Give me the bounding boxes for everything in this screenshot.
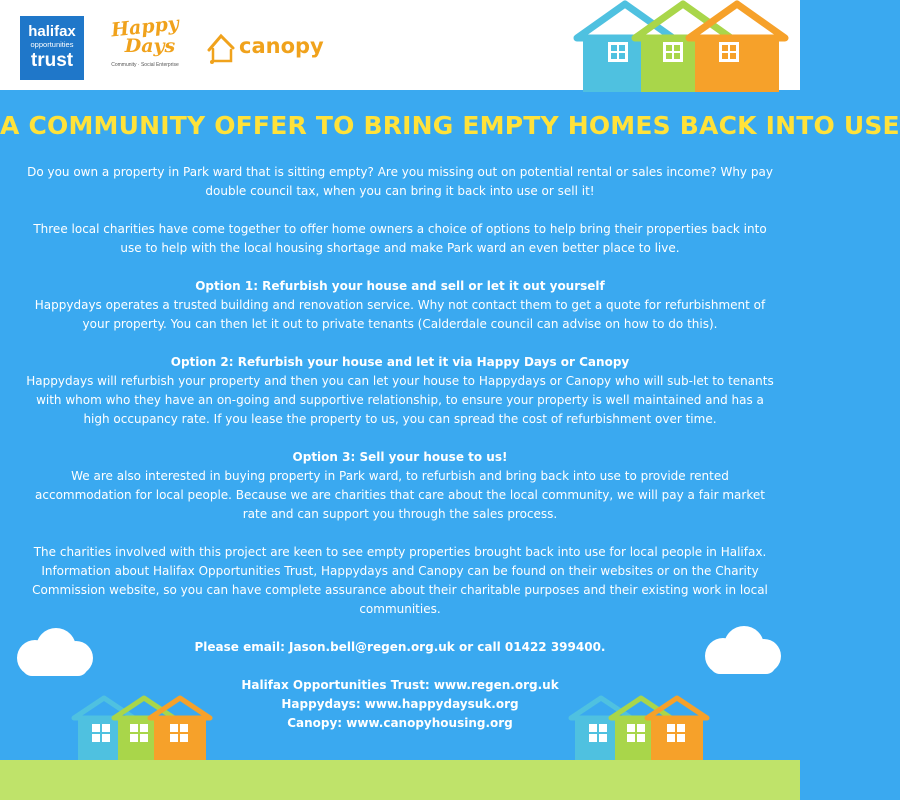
happy-days-logo-tagline: Community · Social Enterprise	[111, 62, 179, 68]
option-1	[25, 277, 775, 334]
option-3-heading: Option 3: Sell your house to us!	[292, 450, 508, 464]
option-3-body: We are also interested in buying property in Park ward, to refurbish and bring back into use to provide rented accommodation for local people. Because we are charities that care about the local community, we will pay a fair market rate and can support you through the sales process.	[35, 469, 765, 521]
cloud-left-icon	[10, 624, 100, 680]
contact-line: Please email: Jason.bell@regen.org.uk or call 01422 399400.	[194, 640, 606, 654]
houses-illustration-bottom-left	[70, 694, 215, 760]
closing-paragraph: The charities involved with this project are keen to see empty properties brought back into use for local people in Halifax. Information about Halifax Opportunities Trust, Happydays and Canopy can be found on their websites or on the Charity Commission website, so you can have complete assurance about their charitable purposes and their existing work in local communities.	[32, 545, 768, 616]
website-canopy: Canopy: www.canopyhousing.org	[287, 716, 513, 730]
canopy-house-icon	[205, 28, 239, 68]
halifax-logo-line1: halifax	[28, 23, 76, 40]
houses-illustration-top	[565, 0, 800, 92]
happy-days-logo-line1: Happy	[110, 12, 180, 42]
option-1-heading: Option 1: Refurbish your house and sell or let it out yourself	[195, 279, 605, 293]
charities-intro-paragraph: Three local charities have come together to offer home owners a choice of options to help bring their properties back into use to help with the local housing shortage and make Park ward an even better place to live.	[33, 222, 767, 255]
canopy-logo	[205, 28, 324, 68]
option-2-heading: Option 2: Refurbish your house and let it via Happy Days or Canopy	[170, 355, 630, 369]
houses-illustration-bottom-right	[567, 694, 712, 760]
option-2	[25, 353, 775, 429]
happy-days-logo	[105, 12, 185, 76]
halifax-logo-line3: trust	[30, 49, 74, 71]
main-content	[25, 163, 775, 733]
halifax-opportunities-trust-logo	[20, 16, 84, 80]
happy-days-logo-line2: Days	[124, 35, 176, 57]
option-3	[25, 448, 775, 524]
intro-paragraph: Do you own a property in Park ward that is sitting empty? Are you missing out on potential rental or sales income? Why pay double council tax, when you can bring it back into use or sell it!	[27, 165, 773, 198]
website-halifax: Halifax Opportunities Trust: www.regen.org.uk	[241, 678, 559, 692]
option-1-body: Happydays operates a trusted building and renovation service. Why not contact them to get a quote for refurbishment of your property. You can then let it out to private tenants (Calderdale council can advise on how to do this).	[34, 298, 766, 331]
page-title: A COMMUNITY OFFER TO BRING EMPTY HOMES BACK INTO USE	[0, 111, 900, 140]
canopy-logo-text: canopy	[239, 34, 324, 58]
cloud-right-icon	[698, 622, 788, 678]
halifax-logo-line2: opportunities	[30, 40, 74, 49]
option-2-body: Happydays will refurbish your property and then you can let your house to Happydays or Canopy who will sub-let to tenants with whom who they have an on-going and supportive relationship, to ensure your property is well maintained and has a high occupancy rate. If you lease the property to us, you can spread the cost of refurbishment over time.	[26, 374, 774, 426]
grass-ground	[0, 760, 800, 800]
website-happydays: Happydays: www.happydaysuk.org	[281, 697, 519, 711]
